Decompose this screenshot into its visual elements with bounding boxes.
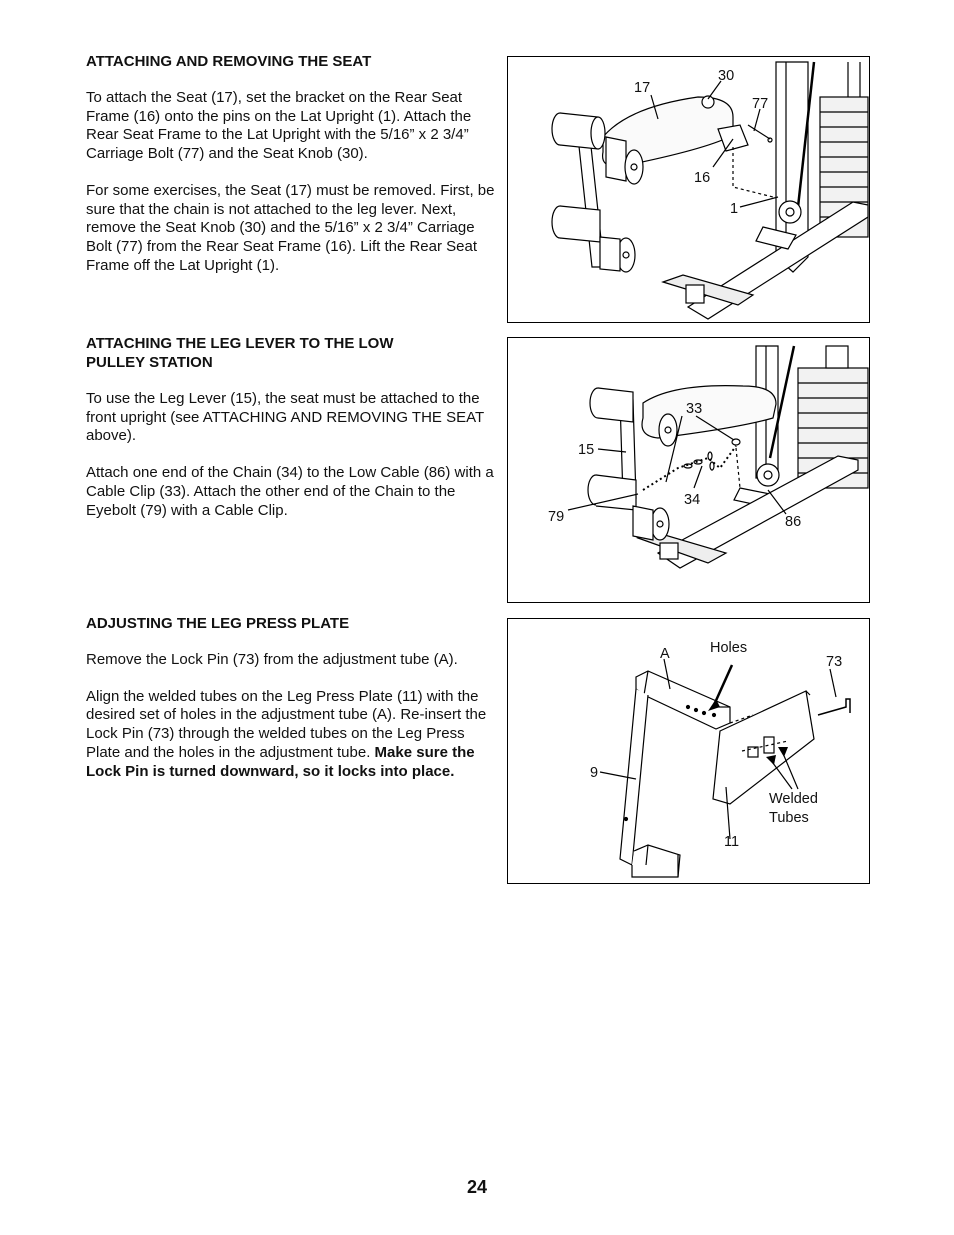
heading-line: ATTACHING THE LEG LEVER TO THE LOW [86, 335, 394, 352]
figure-leg-lever [507, 337, 870, 603]
section-paragraph: Attach one end of the Chain (34) to the Low Cable (86) with a Cable Clip (33). Attach the other end of the Chain to the Eyebolt (79) with a Cable Clip. [86, 464, 494, 519]
figure-leg-press-plate [507, 618, 870, 884]
section-heading: ADJUSTING THE LEG PRESS PLATE [86, 615, 350, 632]
leg-lever-diagram [508, 338, 869, 602]
part-label: 73 [826, 654, 843, 670]
section-paragraph: To attach the Seat (17), set the bracket on the Rear Seat Frame (16) onto the pins on the Lat Upright (1). Attach the Rear Seat Frame to the Lat Upright with the 5/16” x 2 3/4” Carriage Bolt (77) and the Seat Knob (30). [86, 89, 472, 163]
section-paragraph: To use the Leg Lever (15), the seat must be attached to the front upright (see ATTACHING AND REMOVING THE SEAT above). [86, 390, 484, 445]
part-label: 15 [578, 442, 595, 458]
part-label: 34 [684, 492, 701, 508]
seat-diagram [508, 57, 869, 322]
part-label: Holes [710, 640, 748, 656]
section-paragraph: For some exercises, the Seat (17) must be removed. First, be sure that the chain is not attached to the leg lever. Next, remove the Seat Knob (30) and the 5/16” x 2 3/4” Carriage Bolt (77) from the Rear Seat Frame (16). Lift the Rear Seat Frame off the Lat Upright (1). [86, 181, 495, 274]
part-label: 11 [724, 834, 740, 850]
part-label: Welded [769, 791, 818, 807]
section-paragraph: Remove the Lock Pin (73) from the adjustment tube (A). [86, 651, 458, 668]
leg-press-plate-diagram [508, 619, 869, 883]
page-number: 24 [466, 1177, 488, 1197]
part-label: 17 [634, 80, 651, 96]
section-heading [86, 334, 496, 372]
paragraph-text: Align the welded tubes on the Leg Press Plate (11) with the desired set of holes in the adjustment tube (A). Re-insert the Lock Pin (73) through the welded tubes on the Leg Press Plate and the holes in the adjustment tube. [86, 687, 487, 761]
part-label: Tubes [769, 810, 809, 826]
part-label: 9 [590, 765, 599, 781]
part-label: 33 [686, 401, 703, 417]
section-paragraph [86, 688, 496, 782]
part-label: 79 [548, 509, 565, 525]
part-label: 16 [694, 170, 711, 186]
part-label: 86 [785, 514, 802, 530]
part-label: 1 [730, 201, 739, 217]
section-leg-press-plate [86, 614, 496, 799]
part-label: 30 [718, 68, 735, 84]
figure-seat-attachment [507, 56, 870, 323]
heading-line: PULLEY STATION [86, 354, 213, 371]
section-leg-lever [86, 334, 496, 538]
part-label: A [660, 646, 670, 662]
section-heading: ATTACHING AND REMOVING THE SEAT [86, 53, 372, 70]
warning-text: Make sure the Lock Pin is turned downward, so it locks into place. [86, 743, 475, 780]
section-attach-seat [86, 52, 496, 293]
part-label: 77 [752, 96, 769, 112]
